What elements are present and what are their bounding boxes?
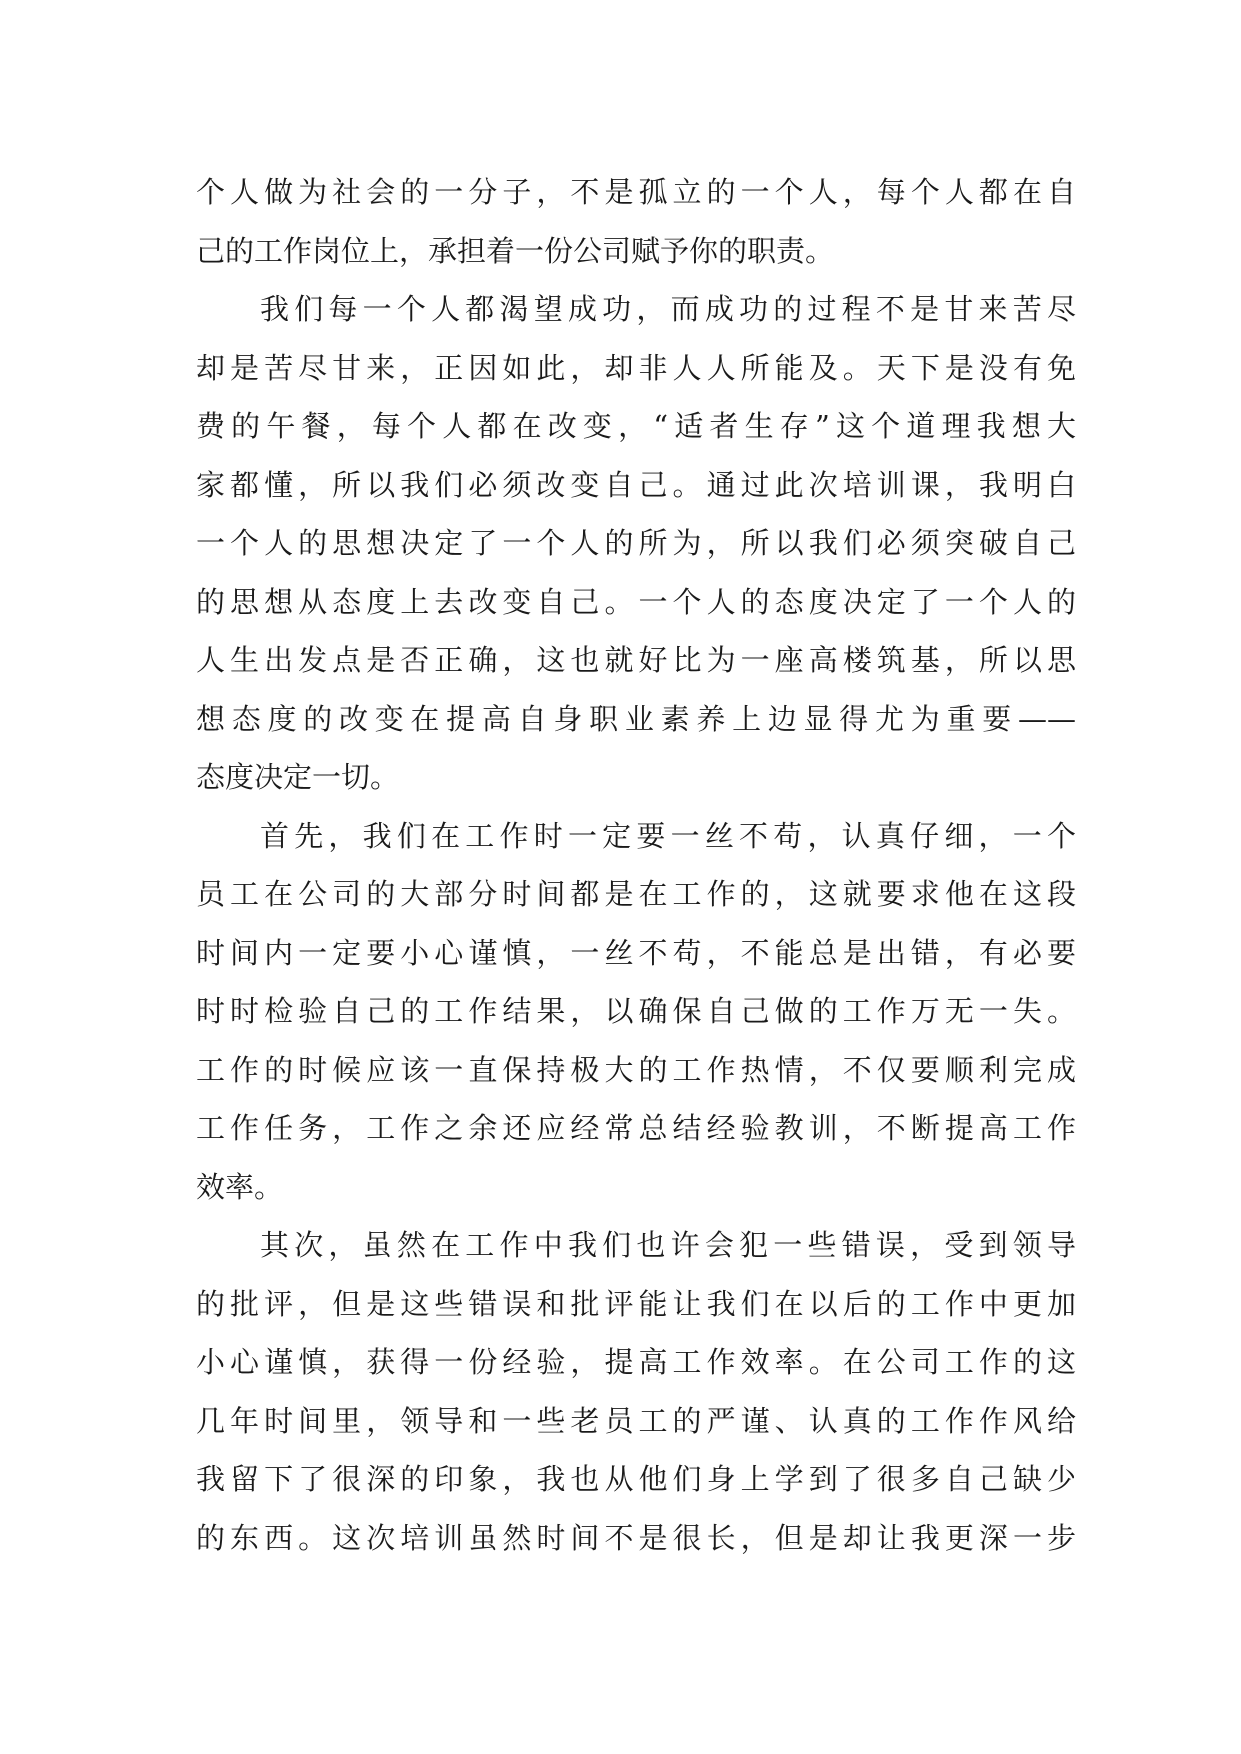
text-line: 小心谨慎，获得一份经验，提高工作效率。在公司工作的这	[196, 1345, 1076, 1379]
text-line: 我们每一个人都渴望成功，而成功的过程不是甘来苦尽	[260, 292, 1076, 326]
text-line: 时间内一定要小心谨慎，一丝不苟，不能总是出错，有必要	[196, 935, 1076, 970]
text-line: 己的工作岗位上，承担着一份公司赋予你的职责。	[196, 233, 835, 268]
text-line: 员工在公司的大部分时间都是在工作的，这就要求他在这段	[196, 877, 1076, 911]
document-body	[196, 163, 1076, 1567]
text-line: 的东西。这次培训虽然时间不是很长，但是却让我更深一步	[196, 1520, 1076, 1555]
text-line: 态度决定一切。	[196, 760, 400, 794]
text-line: 的思想从态度上去改变自己。一个人的态度决定了一个人的	[196, 584, 1076, 619]
text-line: 想态度的改变在提高自身职业素养上边显得尤为重要——	[196, 701, 1076, 736]
text-line: 一个人的思想决定了一个人的所为，所以我们必须突破自己	[196, 526, 1076, 560]
text-line: 家都懂，所以我们必须改变自己。通过此次培训课，我明白	[196, 467, 1076, 502]
text-line: 却是苦尽甘来，正因如此，却非人人所能及。天下是没有免	[196, 350, 1076, 385]
text-line: 工作任务，工作之余还应经常总结经验教训，不断提高工作	[196, 1111, 1076, 1145]
text-line: 人生出发点是否正确，这也就好比为一座高楼筑基，所以思	[196, 643, 1076, 677]
text-line: 时时检验自己的工作结果，以确保自己做的工作万无一失。	[196, 994, 1076, 1028]
text-line: 几年时间里，领导和一些老员工的严谨、认真的工作作风给	[196, 1403, 1076, 1438]
text-line: 工作的时候应该一直保持极大的工作热情，不仅要顺利完成	[196, 1052, 1076, 1087]
text-line: 的批评，但是这些错误和批评能让我们在以后的工作中更加	[196, 1286, 1076, 1321]
text-line: 效率。	[196, 1169, 284, 1204]
text-line: 个人做为社会的一分子，不是孤立的一个人，每个人都在自	[196, 175, 1076, 209]
text-line: 首先，我们在工作时一定要一丝不苟，认真仔细，一个	[260, 818, 1076, 853]
text-line: 其次，虽然在工作中我们也许会犯一些错误，受到领导	[260, 1228, 1076, 1262]
text-line: 费的午餐，每个人都在改变，“适者生存”这个道理我想大	[196, 409, 1076, 443]
text-line: 我留下了很深的印象，我也从他们身上学到了很多自己缺少	[196, 1462, 1076, 1496]
